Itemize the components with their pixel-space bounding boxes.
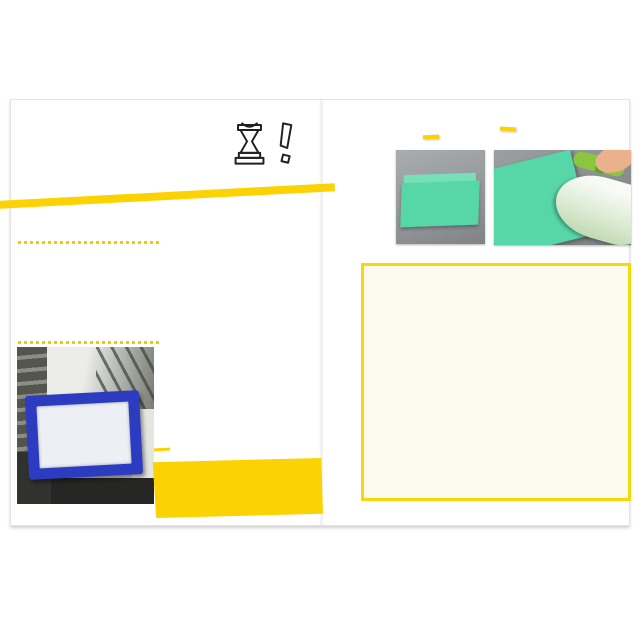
fig1-photo xyxy=(396,150,485,244)
hourglass-exclamation-doodle-icon xyxy=(229,114,311,182)
yellow-accent-bar xyxy=(0,183,335,209)
fig2-photo xyxy=(494,150,631,245)
dotted-separator xyxy=(18,241,160,244)
fig2-sign-text xyxy=(509,150,545,210)
fig2-label xyxy=(500,127,516,132)
blue-picture-frame xyxy=(25,390,143,480)
fig2-text-line2 xyxy=(509,150,545,210)
page-spread xyxy=(10,99,630,526)
pattern-chart-box xyxy=(361,263,631,501)
tips-box xyxy=(151,458,323,518)
fig1-label xyxy=(423,135,439,140)
folded-green-fabric xyxy=(400,181,479,228)
fig2-text-line1 xyxy=(509,150,545,210)
tips-tab-label xyxy=(154,448,170,452)
finished-sign-photo xyxy=(17,347,154,504)
dotted-separator xyxy=(18,341,160,344)
cross-stitch-pattern-grid xyxy=(373,274,623,489)
cross-stitch-fabric xyxy=(36,402,131,469)
